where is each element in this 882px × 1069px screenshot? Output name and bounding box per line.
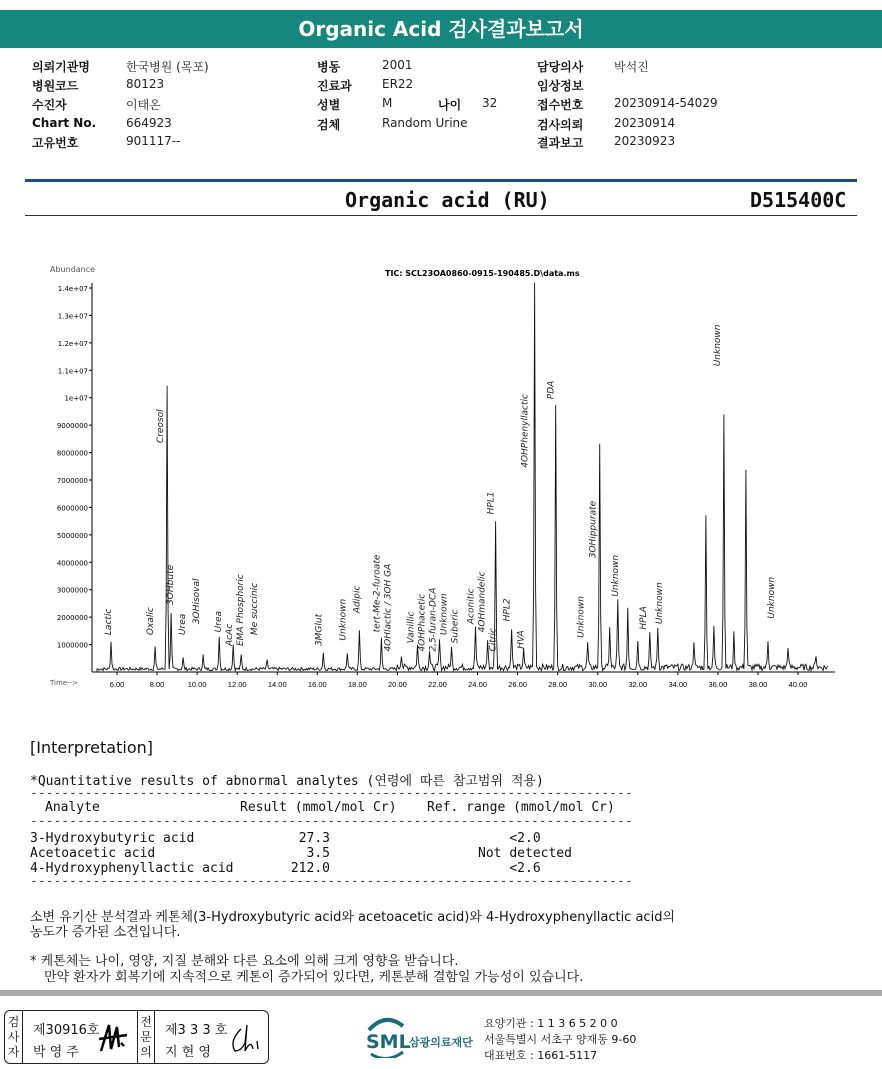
x-tick-label: 10.00 xyxy=(187,680,207,689)
info-label: 결과보고 xyxy=(537,136,584,150)
y-tick-label: 5000000 xyxy=(56,531,88,540)
info-value: 20230914-54029 xyxy=(614,96,718,110)
peak-annotation: 4OHPhenyllactic xyxy=(520,394,531,468)
peak-annotation: HPL2 xyxy=(502,598,513,622)
peak-annotation: Unknown xyxy=(576,596,587,638)
peak-annotation: PDA xyxy=(546,380,557,400)
peak-annotation: 3OHisoval xyxy=(192,578,203,625)
peak-annotation: Unknown xyxy=(338,598,349,641)
x-tick-label: 36.00 xyxy=(708,680,728,689)
peak-annotation: Aconitic xyxy=(466,588,477,625)
x-tick-label: 8.00 xyxy=(149,680,165,689)
org-phone: 대표번호 : 1661-5117 xyxy=(484,1049,598,1062)
peak-annotation: Unknown xyxy=(712,324,723,367)
info-label: 임상정보 xyxy=(537,79,584,93)
info-label: 고유번호 xyxy=(32,136,79,150)
x-tick-label: 6.00 xyxy=(109,680,125,689)
peak-annotation: Lactic xyxy=(103,608,114,636)
info-value: 박석진 xyxy=(614,60,649,74)
info-label: 성별 xyxy=(317,98,341,112)
peak-annotation: Unknown xyxy=(610,554,621,597)
chromatogram xyxy=(0,255,882,700)
interpretation-paragraph: 소변 유기산 분석결과 케톤체(3-Hydroxybutyric acid와 acetoacetic acid)와 4-Hydroxyphenyllactic acid의 xyxy=(30,910,676,925)
analyte-name: 3-Hydroxybutyric acid xyxy=(30,831,195,846)
info-label: 의뢰기관명 xyxy=(32,60,90,74)
peak-annotation: 3MGlut xyxy=(314,613,325,647)
org-code: 요양기관 : 1 1 3 6 5 2 0 0 xyxy=(484,1017,618,1030)
analyte-result: 212.0 xyxy=(290,861,330,876)
peak-annotation: Urea xyxy=(178,613,189,636)
info-label: 병원코드 xyxy=(32,79,79,93)
x-tick-label: 28.00 xyxy=(548,680,568,689)
org-address-line: 서울특별시 서초구 양재동 9-60 xyxy=(484,1033,637,1046)
doctor-name: 지 현 영 xyxy=(165,1045,211,1060)
peak-annotation: 3OHbute xyxy=(166,564,177,605)
interpretation-paragraph: 농도가 증가된 소견입니다. xyxy=(30,925,181,940)
x-tick-label: 20.00 xyxy=(388,680,407,689)
info-label: 검사의뢰 xyxy=(537,118,584,132)
signature-icon xyxy=(97,1021,131,1057)
y-tick-label: 4000000 xyxy=(56,559,88,568)
x-tick-label: 22.00 xyxy=(428,680,447,689)
x-axis-label: Time--> xyxy=(50,679,79,687)
y-tick-label: 1.4e+07 xyxy=(57,285,88,293)
y-tick-label: 1.1e+07 xyxy=(57,367,88,376)
signature-box xyxy=(4,1010,269,1064)
signature-icon xyxy=(227,1021,263,1057)
x-tick-label: 30.00 xyxy=(588,680,608,689)
info-label: 접수번호 xyxy=(537,98,584,112)
x-tick-label: 18.00 xyxy=(347,680,367,689)
col-result: Result (mmol/mol Cr) xyxy=(240,800,397,815)
analyte-result: 3.5 xyxy=(306,846,330,861)
peak-annotation: Adipic xyxy=(352,585,363,614)
y-tick-label: 9000000 xyxy=(56,422,88,431)
info-value: 32 xyxy=(482,96,498,110)
info-value: 901117-- xyxy=(126,134,181,148)
y-tick-label: 7000000 xyxy=(56,477,88,485)
info-label: 담당의사 xyxy=(537,60,584,74)
x-tick-label: 26.00 xyxy=(508,680,527,689)
peak-annotation: Vanillic xyxy=(406,611,417,644)
report-title: Organic acid (RU) xyxy=(345,188,550,212)
x-tick-label: 12.00 xyxy=(227,680,247,689)
peak-annotation: Citric xyxy=(488,628,499,652)
peak-annotation: 3OHippurate xyxy=(588,500,599,559)
x-tick-label: 24.00 xyxy=(468,680,487,689)
info-value: 664923 xyxy=(126,116,172,130)
info-label: 병동 xyxy=(317,60,341,74)
info-value: 20230923 xyxy=(614,134,676,148)
analyte-result: 27.3 xyxy=(298,831,330,846)
analyte-name: 4-Hydroxyphenyllactic acid xyxy=(30,861,234,876)
x-tick-label: 32.00 xyxy=(628,680,648,689)
peak-annotation: EMA Phosphoric xyxy=(236,574,247,647)
y-tick-label: 3000000 xyxy=(56,586,88,595)
y-tick-label: 1e+07 xyxy=(64,394,88,403)
tester-label: 검사자 xyxy=(5,1011,23,1063)
info-label: 나이 xyxy=(438,98,462,112)
peak-annotation: Unknown xyxy=(439,593,450,636)
x-tick-label: 34.00 xyxy=(668,680,688,689)
tic-label: TIC: SCL23OA0860-0915-190485.D\data.ms xyxy=(385,269,580,278)
info-value: Random Urine xyxy=(382,116,468,130)
interpretation-subtitle: *Quantitative results of abnormal analytes (연령에 따른 참고범위 적용) xyxy=(30,774,544,789)
y-tick-label: 1.3e+07 xyxy=(57,312,88,321)
peak-annotation: HVA xyxy=(516,630,527,649)
y-tick-label: 1000000 xyxy=(56,641,88,650)
col-analyte: Analyte xyxy=(45,800,100,815)
doctor-label: 전문의 xyxy=(137,1011,155,1063)
peak-annotation: tert-Me-2-furoate xyxy=(372,554,383,633)
info-value: M xyxy=(382,96,393,110)
doctor-number: 제3 3 3 호 xyxy=(165,1023,228,1038)
analyte-ref-range: Not detected xyxy=(478,846,572,861)
col-ref: Ref. range (mmol/mol Cr) xyxy=(427,800,615,815)
info-label: 진료과 xyxy=(317,79,352,93)
info-label: Chart No. xyxy=(32,116,97,130)
dash-line: ----------------------------------------------------------------------------- xyxy=(30,814,633,829)
info-value: 이태온 xyxy=(126,98,161,112)
divider xyxy=(25,179,857,182)
x-tick-label: 40.00 xyxy=(788,680,808,689)
info-label: 검체 xyxy=(317,118,341,132)
y-tick-label: 1.2e+07 xyxy=(57,339,88,348)
info-value: 80123 xyxy=(126,77,165,91)
info-value: 20230914 xyxy=(614,116,676,130)
y-tick-label: 2000000 xyxy=(56,614,88,623)
peak-annotation: Urea xyxy=(214,610,225,633)
peak-annotation: Unknown xyxy=(766,576,777,619)
y-axis-label: Abundance xyxy=(50,265,96,274)
sml-logo-text: SML xyxy=(366,1031,411,1053)
peak-annotation: 4OHlactic / 3OH GA xyxy=(383,563,394,652)
peak-annotation: 2,5-furan-DCA xyxy=(428,587,439,652)
peak-annotation: Suberic xyxy=(450,609,461,644)
peak-annotation: 4OHPhacetic xyxy=(417,593,428,652)
dash-line: ----------------------------------------------------------------------------- xyxy=(30,786,633,801)
org-address xyxy=(484,1016,636,1064)
peak-annotation: Unknown xyxy=(654,582,665,625)
report-code: D515400C xyxy=(750,188,847,212)
peak-annotation: Oxalic xyxy=(146,607,157,636)
note: 만약 환자가 회복기에 지속적으로 케톤이 증가되어 있다면, 케톤분해 결함일 가능성이 있습니다. xyxy=(44,970,584,985)
info-value: ER22 xyxy=(382,77,414,91)
footer xyxy=(0,990,882,1069)
y-tick-label: 6000000 xyxy=(56,504,88,513)
peak-annotation: HPLA xyxy=(638,606,649,630)
info-value: 2001 xyxy=(382,58,413,72)
x-tick-label: 16.00 xyxy=(307,680,327,689)
interpretation-title: [Interpretation] xyxy=(30,738,153,757)
peak-annotation: Creosol xyxy=(156,409,167,444)
note: * 케톤체는 나이, 영양, 지질 분해와 다른 요소에 의해 크게 영향을 받습니다. xyxy=(30,954,459,969)
report-header-title: Organic Acid 검사결과보고서 xyxy=(0,10,882,48)
divider xyxy=(25,215,857,216)
analyte-ref-range: <2.6 xyxy=(509,861,541,876)
x-tick-label: 14.00 xyxy=(267,680,287,689)
peak-annotation: AcAc xyxy=(225,623,236,647)
tester-name: 박 영 주 xyxy=(33,1045,79,1060)
info-label: 수진자 xyxy=(32,98,67,112)
analyte-ref-range: <2.0 xyxy=(509,831,541,846)
sml-logo xyxy=(365,1014,485,1062)
dash-line: ----------------------------------------------------------------------------- xyxy=(30,874,633,889)
peak-annotation: Me succinic xyxy=(250,582,261,636)
info-value: 한국병원 (목포) xyxy=(126,60,209,74)
tester-number: 제30916호 xyxy=(33,1023,100,1038)
analyte-name: Acetoacetic acid xyxy=(30,846,156,861)
peak-annotation: 4OHmandelic xyxy=(477,571,488,633)
peak-annotation: HPL1 xyxy=(486,491,497,515)
org-name: 삼광의료재단 xyxy=(409,1036,473,1049)
y-tick-label: 8000000 xyxy=(56,449,88,458)
x-tick-label: 38.00 xyxy=(748,680,768,689)
